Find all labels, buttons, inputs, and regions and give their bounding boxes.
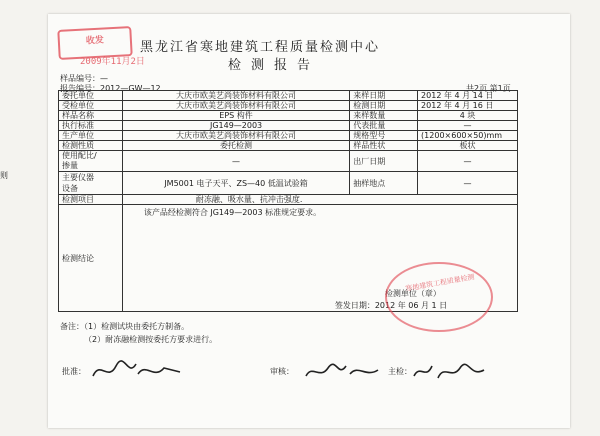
table-row xyxy=(59,172,518,195)
conclusion-text: 该产品经检测符合 JG149—2003 标准规定要求。 xyxy=(143,208,322,217)
value-test-type: 委托检测 xyxy=(122,141,349,151)
report-subtitle: 检测报告 xyxy=(228,58,321,73)
main-inspector-label: 主检： xyxy=(388,367,412,376)
value-inspected-unit: 大庆市欧美艺尚装饰材料有限公司 xyxy=(122,101,349,111)
value-sample-state: 板状 xyxy=(418,141,518,151)
value-manufacturer: 大庆市欧美艺尚装饰材料有限公司 xyxy=(122,131,349,141)
table-row xyxy=(59,141,518,151)
value-batch: — xyxy=(418,121,518,131)
table-row xyxy=(59,151,518,172)
page-count: 共2页 第1页 xyxy=(466,84,511,93)
value-sampling-place: — xyxy=(418,172,518,195)
table-row xyxy=(59,111,518,121)
table-row xyxy=(59,195,518,205)
value-arrival-date: 2012 年 4 月 14 日 xyxy=(418,91,518,101)
notes xyxy=(60,320,217,346)
value-test-items: 耐冻融、吸水量、抗冲击强度. xyxy=(122,195,517,205)
issue-date: 签发日期：2012 年 06 月 1 日 xyxy=(334,301,448,310)
label-test-items: 检测项目 xyxy=(59,195,123,205)
label-factory-date: 出厂日期 xyxy=(350,151,418,172)
value-spec: (1200×600×50)mm xyxy=(418,131,518,141)
label-inspected-unit: 受检单位 xyxy=(59,101,123,111)
received-date: 2009年11月2日 xyxy=(80,57,145,67)
label-manufacturer: 生产单位 xyxy=(59,131,123,141)
received-stamp: 收发 xyxy=(57,26,132,60)
value-sample-qty: 4 块 xyxy=(418,111,518,121)
label-sample-qty: 来样数量 xyxy=(350,111,418,121)
review-label: 审核： xyxy=(270,367,294,376)
value-standard: JG149—2003 xyxy=(122,121,349,131)
note-line-1: 备注：（1）检测试块由委托方制备。 xyxy=(60,322,190,331)
approver-signature xyxy=(88,356,188,384)
note-line-2: （2）耐冻融检测按委托方要求进行。 xyxy=(84,335,218,344)
value-sample-name: EPS 构件 xyxy=(122,111,349,121)
value-factory-date: — xyxy=(418,151,518,172)
table-row xyxy=(59,91,518,101)
label-arrival-date: 来样日期 xyxy=(350,91,418,101)
label-batch: 代表批量 xyxy=(350,121,418,131)
label-conclusion: 检测结论 xyxy=(59,205,123,312)
seal-text: 寒地建筑工程质量检测 xyxy=(404,272,476,294)
label-spec: 规格型号 xyxy=(350,131,418,141)
value-client: 大庆市欧美艺尚装饰材料有限公司 xyxy=(122,91,349,101)
table-row xyxy=(59,101,518,111)
sample-number: 样品编号：— xyxy=(60,74,108,83)
label-standard: 执行标准 xyxy=(59,121,123,131)
label-instruments: 主要仪器 设备 xyxy=(59,172,123,195)
value-test-date: 2012 年 4 月 16 日 xyxy=(418,101,518,111)
test-unit-label: 检测单位（章） xyxy=(384,289,441,298)
margin-note: 则 xyxy=(0,171,8,180)
label-sampling-place: 抽样地点 xyxy=(350,172,418,195)
label-client: 委托单位 xyxy=(59,91,123,101)
value-mix-ratio: — xyxy=(122,151,349,172)
label-sample-state: 样品性状 xyxy=(350,141,418,151)
official-seal xyxy=(385,262,493,332)
approve-label: 批准： xyxy=(62,367,86,376)
label-mix-ratio: 使用配比/ 掺量 xyxy=(59,151,123,172)
label-test-date: 检测日期 xyxy=(350,101,418,111)
label-test-type: 检测性质 xyxy=(59,141,123,151)
report-number: 报告编号：2012—GW—12 xyxy=(60,84,161,93)
table-row xyxy=(59,121,518,131)
table-row xyxy=(59,131,518,141)
value-instruments: JM5001 电子天平、ZS—40 低温试验箱 xyxy=(122,172,349,195)
report-title: 黑龙江省寒地建筑工程质量检测中心 xyxy=(140,40,381,55)
inspector-signature xyxy=(410,358,490,384)
reviewer-signature xyxy=(302,360,382,382)
label-sample-name: 样品名称 xyxy=(59,111,123,121)
